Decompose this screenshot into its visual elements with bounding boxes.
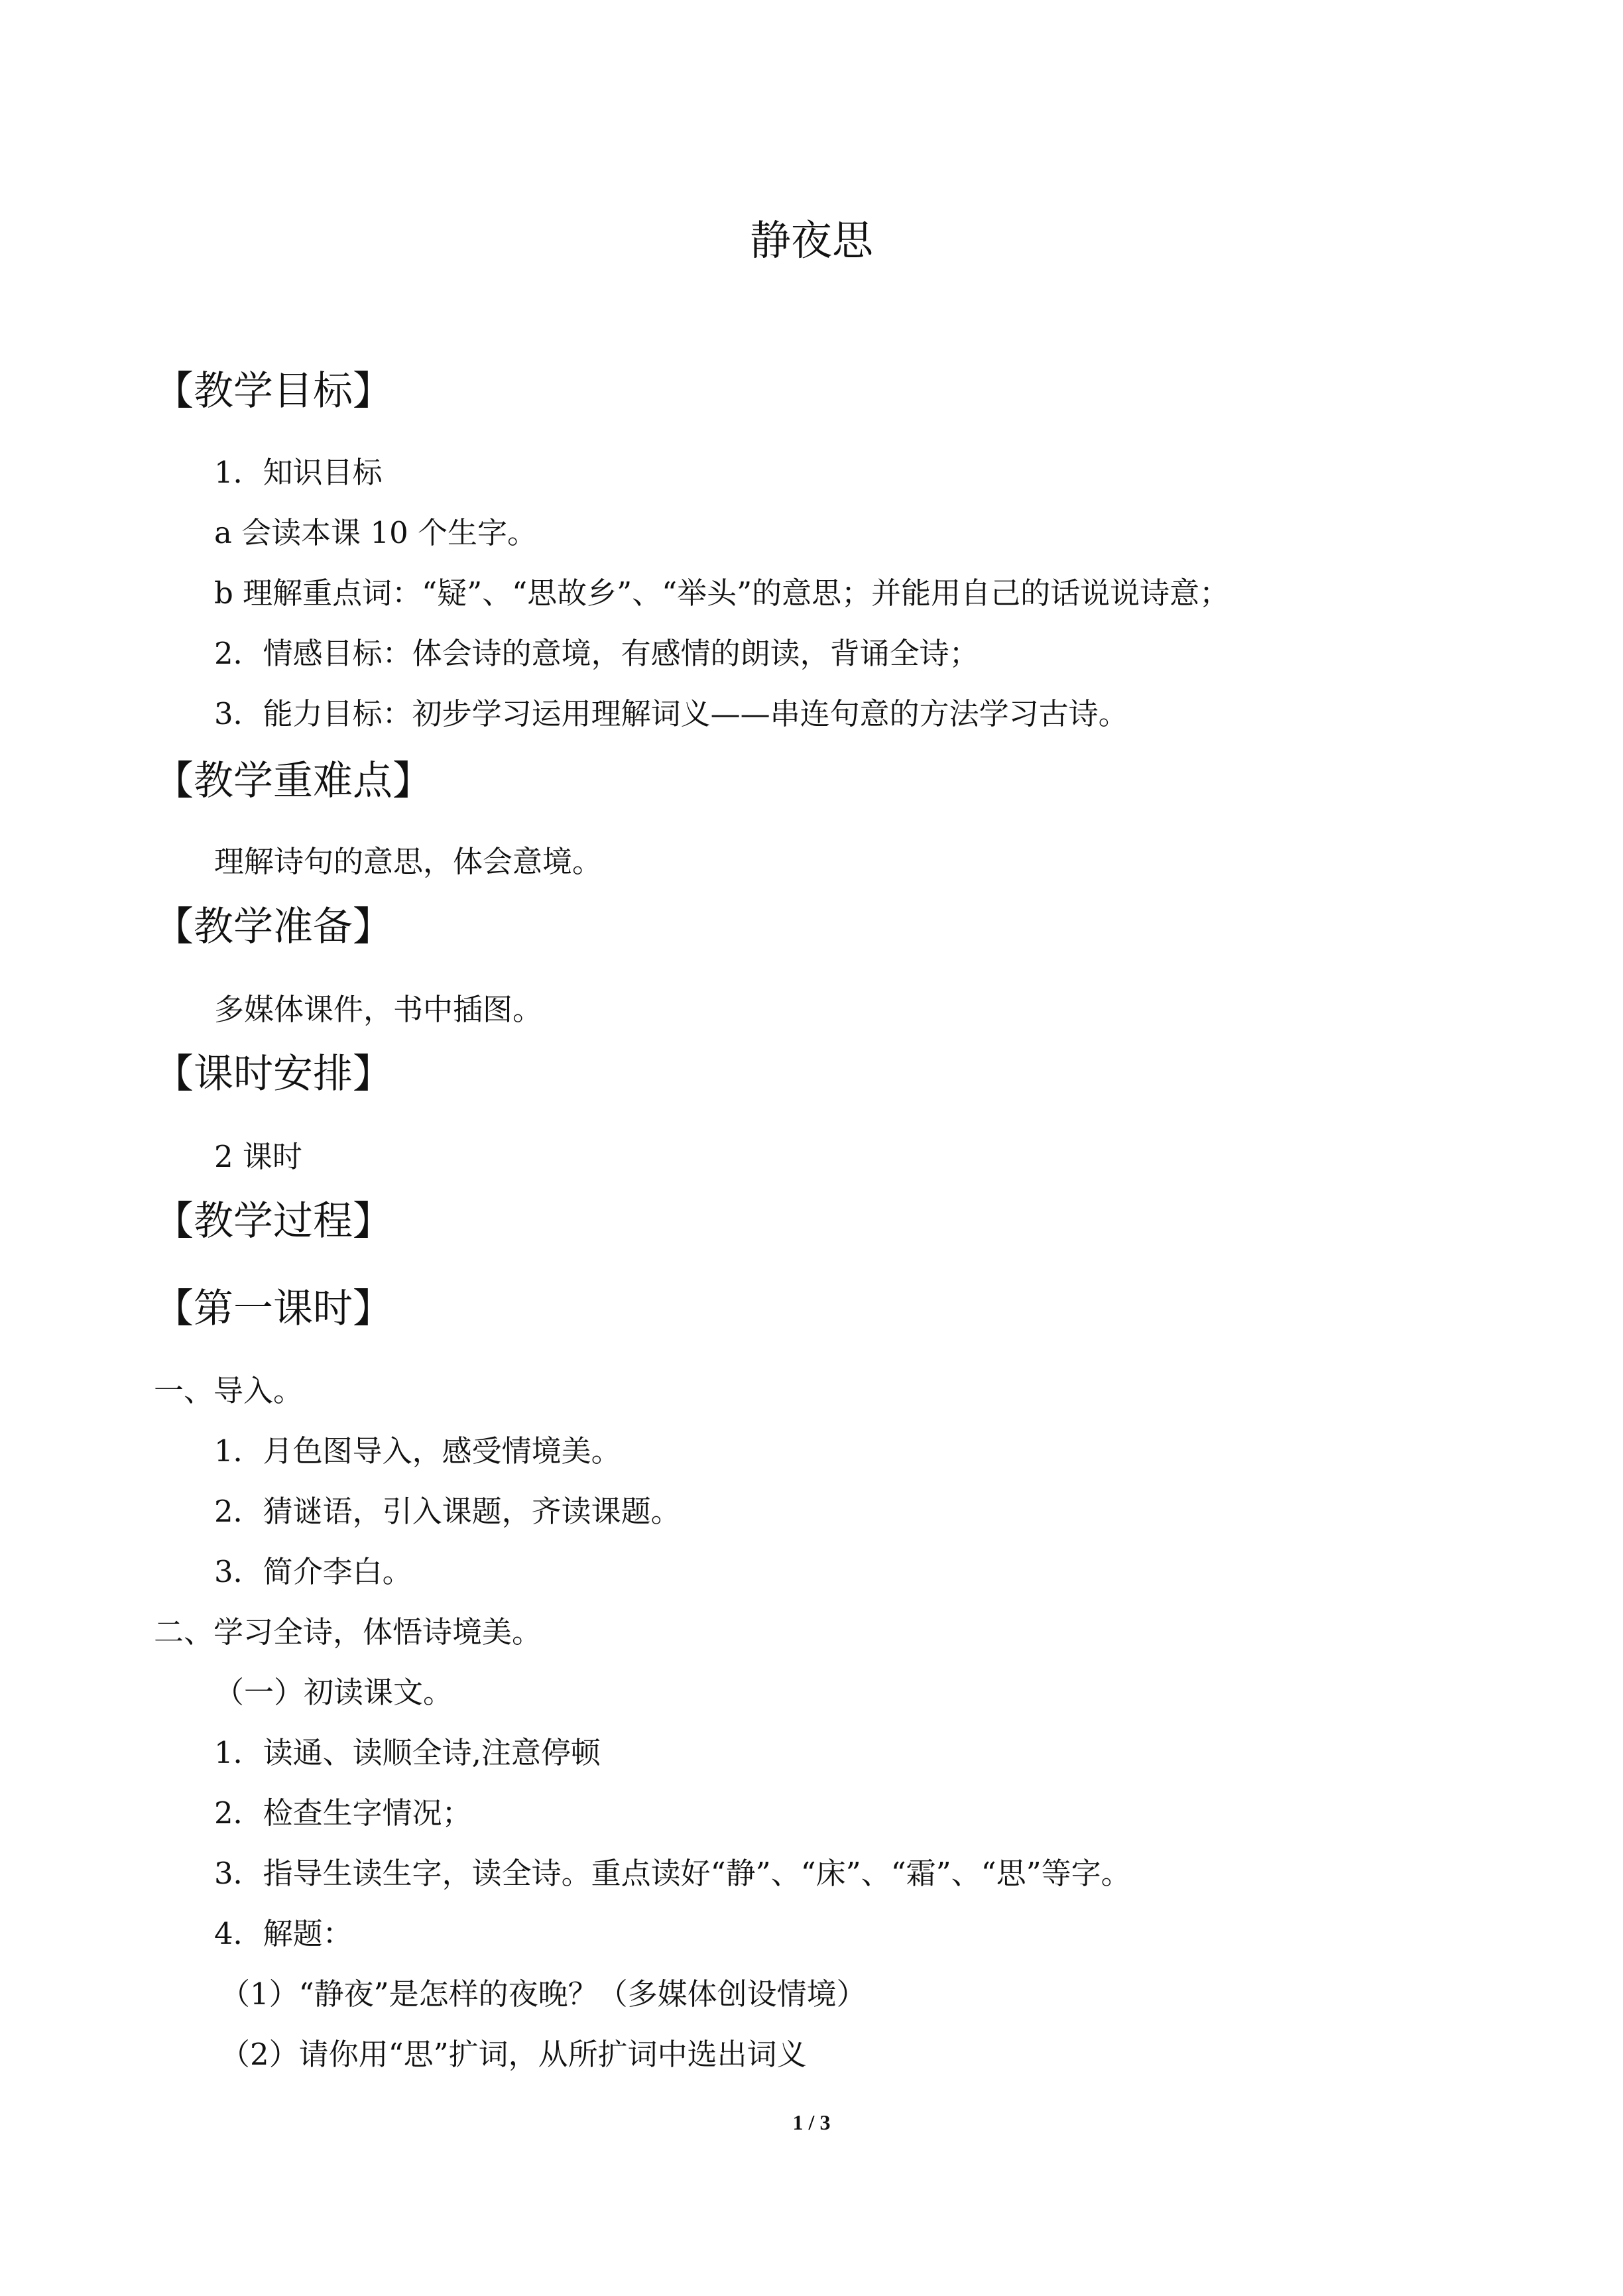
document-title: 静夜思 — [749, 216, 873, 265]
key-points-text: 理解诗句的意思，体会意境。 — [214, 844, 603, 879]
part-title: 二、学习全诗，体悟诗境美。 — [154, 1614, 542, 1650]
objective-line: b 理解重点词：“疑”、“思故乡”、“举头”的意思；并能用自己的话说说诗意； — [214, 575, 1230, 611]
list-item: 1．读通、读顺全诗,注意停顿 — [214, 1735, 601, 1770]
list-subitem: （2）请你用“思”扩词，从所扩词中选出词义 — [220, 2037, 807, 2072]
list-item: 1．月色图导入，感受情境美。 — [214, 1433, 621, 1469]
part-subtitle: （一）初读课文。 — [214, 1675, 453, 1710]
heading-first-lesson: 【第一课时】 — [154, 1286, 392, 1332]
part-title: 一、导入。 — [154, 1373, 304, 1408]
heading-process: 【教学过程】 — [154, 1198, 392, 1244]
list-item: 3．指导生读生字，读全诗。重点读好“静”、“床”、“霜”、“思”等字。 — [214, 1856, 1131, 1891]
list-subitem: （1）“静夜”是怎样的夜晚？（多媒体创设情境） — [220, 1976, 867, 2012]
heading-key-points: 【教学重难点】 — [154, 758, 432, 804]
list-item: 2．检查生字情况； — [214, 1795, 472, 1831]
heading-schedule: 【课时安排】 — [154, 1051, 392, 1097]
schedule-text: 2 课时 — [214, 1139, 302, 1174]
list-item: 3．简介李白。 — [214, 1554, 412, 1589]
objective-line: 1．知识目标 — [214, 455, 383, 490]
page-number: 1 / 3 — [792, 2110, 831, 2134]
list-item: 4．解题： — [214, 1916, 353, 1951]
list-item: 2．猜谜语，引入课题，齐读课题。 — [214, 1494, 681, 1529]
heading-objectives: 【教学目标】 — [154, 368, 392, 414]
heading-preparation: 【教学准备】 — [154, 904, 392, 950]
objective-line: 3．能力目标：初步学习运用理解词义——串连句意的方法学习古诗。 — [214, 696, 1128, 731]
objective-line: 2．情感目标：体会诗的意境，有感情的朗读，背诵全诗； — [214, 636, 979, 671]
objective-line: a 会读本课 10 个生字。 — [214, 515, 538, 550]
preparation-text: 多媒体课件，书中插图。 — [214, 992, 543, 1027]
